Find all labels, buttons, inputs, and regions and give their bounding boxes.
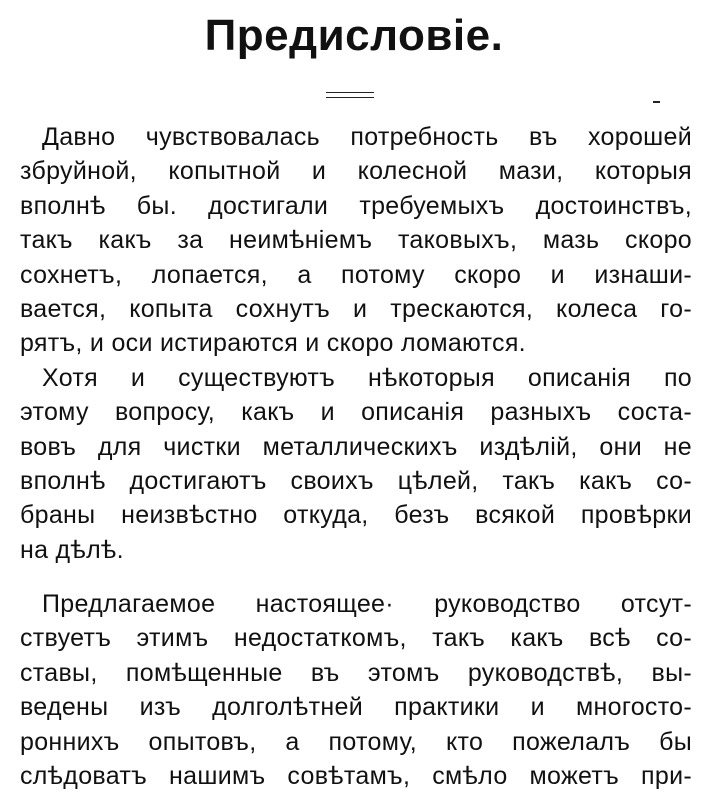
paragraph-3 [20, 587, 692, 793]
text-line: на дѣлѣ. [20, 535, 124, 564]
page-title: Предисловіе. [204, 11, 504, 60]
text-line: вается, копыта сохнутъ и трескаются, колеса го- [20, 294, 692, 323]
text-line: роннихъ опытовъ, а потому, кто пожелалъ бы [20, 727, 692, 756]
text-line: рятъ, и оси истираются и скоро ломаются. [20, 329, 526, 358]
text-line: сохнетъ, лопается, а потому скоро и изнаши- [20, 260, 692, 289]
text-line: вовъ для чистки металлическихъ издѣлій, они не [20, 432, 692, 461]
body-text [20, 120, 692, 793]
text-line: браны неизвѣстно откуда, безъ всякой провѣрки [20, 501, 692, 530]
text-line: этому вопросу, какъ и описанія разныхъ соста- [20, 398, 692, 427]
text-line: Хотя и существуютъ нѣкоторыя описанія по [42, 363, 692, 392]
text-line: збруйной, копытной и колесной мази, которыя [20, 157, 692, 186]
text-line: ведены изъ долголѣтней практики и многосто- [20, 693, 692, 722]
paragraph-1 [20, 120, 692, 361]
title-rule-bottom [326, 97, 374, 98]
text-line: слѣдоватъ нашимъ совѣтамъ, смѣло можетъ при- [20, 762, 692, 791]
text-line: такъ какъ за неимѣніемъ таковыхъ, мазь скоро [20, 226, 692, 255]
paragraph-2 [20, 361, 692, 567]
text-line: ставы, помѣщенные въ этомъ руководствѣ, вы- [20, 658, 692, 687]
text-line: вполнѣ достигаютъ своихъ цѣлей, такъ какъ со- [20, 466, 692, 495]
text-line: ствуетъ этимъ недостаткомъ, такъ какъ всѣ со- [20, 624, 692, 653]
text-line: Давно чувствовалась потребность въ хорошей [42, 123, 692, 151]
title-rule-top [326, 92, 374, 93]
text-line: вполнѣ бы. достигали требуемыхъ достоинствъ, [20, 191, 692, 220]
text-line: Предлагаемое настоящее· руководство отсут- [42, 590, 692, 619]
print-mark [653, 101, 660, 103]
